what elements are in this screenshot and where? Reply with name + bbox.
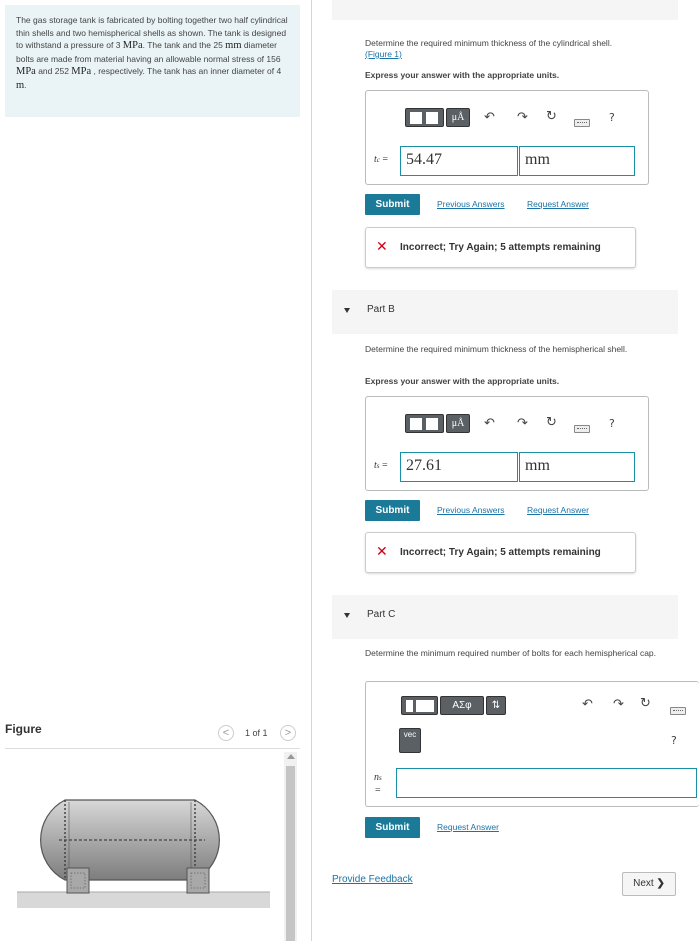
keyboard-icon[interactable]: [574, 119, 590, 127]
provide-feedback-link[interactable]: Provide Feedback: [332, 874, 413, 885]
part-c-header[interactable]: [332, 595, 678, 639]
part-a-answer-box: [365, 90, 649, 185]
part-b-express: Express your answer with the appropriate units.: [365, 376, 560, 386]
keyboard-icon[interactable]: [670, 707, 686, 715]
scroll-up-arrow-icon[interactable]: [287, 754, 295, 759]
incorrect-x-icon: ✕: [376, 239, 388, 255]
tank-support-right: [187, 868, 209, 893]
redo-icon[interactable]: ↷: [517, 416, 528, 431]
figure-page-indicator: 1 of 1: [245, 728, 268, 738]
part-c-submit-button[interactable]: Submit: [365, 817, 420, 838]
part-b-value-input[interactable]: 27.61: [400, 452, 518, 482]
help-icon[interactable]: ?: [671, 734, 677, 747]
figure-link[interactable]: (Figure 1): [365, 49, 402, 59]
tank-support-left: [67, 868, 89, 893]
redo-icon[interactable]: ↷: [517, 110, 528, 125]
tank-figure: [15, 780, 280, 915]
part-a-header[interactable]: [332, 0, 678, 20]
problem-statement: The gas storage tank is fabricated by bolting together two half cylindrical thin shells and two hemispherical shells as shown. The tank is designed to withstand a pressure of 3 MPa. The tank and the 25 mm diameter bolts are made from material having an allowable normal stress of 156 MPa and 252 MPa , respectively. The tank has an inner diameter of 4 m.: [5, 5, 300, 117]
figure-prev-button[interactable]: <: [218, 725, 234, 741]
collapse-arrow-icon: [344, 308, 350, 313]
part-b-submit-button[interactable]: Submit: [365, 500, 420, 521]
part-a-request-answer-link[interactable]: Request Answer: [527, 199, 589, 209]
part-a-title: [367, 0, 394, 1]
part-b-request-answer-link[interactable]: Request Answer: [527, 505, 589, 515]
next-button[interactable]: Next ❯: [622, 872, 676, 896]
figure-separator: [5, 748, 300, 749]
templates-button[interactable]: [405, 414, 444, 433]
part-a-value-input[interactable]: 54.47: [400, 146, 518, 176]
part-a-express: Express your answer with the appropriate units.: [365, 70, 560, 80]
part-a-previous-answers-link[interactable]: Previous Answers: [437, 199, 505, 209]
reset-icon[interactable]: ↻: [640, 696, 651, 711]
part-b-unit-input[interactable]: mm: [519, 452, 635, 482]
collapse-arrow-icon: [344, 613, 350, 618]
part-b-feedback-text: Incorrect; Try Again; 5 attempts remaining: [400, 547, 601, 558]
part-c-equals: =: [375, 785, 381, 796]
part-c-variable-label: ns: [374, 772, 382, 783]
help-icon[interactable]: ?: [609, 111, 615, 124]
ground: [17, 892, 270, 908]
redo-icon[interactable]: ↷: [613, 697, 624, 712]
units-button[interactable]: μÅ: [446, 414, 470, 433]
reset-icon[interactable]: ↻: [546, 109, 557, 124]
figure-title: Figure: [5, 722, 42, 736]
help-icon[interactable]: ?: [609, 417, 615, 430]
chevron-right-icon: ❯: [656, 878, 665, 889]
keyboard-icon[interactable]: [574, 425, 590, 433]
part-c-title: Part C: [367, 609, 396, 620]
part-b-previous-answers-link[interactable]: Previous Answers: [437, 505, 505, 515]
part-a-submit-button[interactable]: Submit: [365, 194, 420, 215]
greek-symbols-button[interactable]: ΑΣφ: [440, 696, 484, 715]
part-b-header[interactable]: [332, 290, 678, 334]
scroll-thumb[interactable]: [286, 766, 295, 941]
part-a-feedback: [365, 227, 636, 268]
part-c-answer-box: [365, 681, 699, 807]
part-b-feedback: [365, 532, 636, 573]
part-a-question: Determine the required minimum thickness of the cylindrical shell.: [365, 38, 613, 48]
part-b-question: Determine the required minimum thickness of the hemispherical shell.: [365, 344, 628, 354]
part-a-feedback-text: Incorrect; Try Again; 5 attempts remaining: [400, 242, 601, 253]
part-b-title: Part B: [367, 304, 395, 315]
templates-button[interactable]: [405, 108, 444, 127]
part-a-unit-input[interactable]: mm: [519, 146, 635, 176]
panel-divider: [311, 0, 312, 941]
undo-icon[interactable]: ↶: [484, 110, 495, 125]
part-c-request-answer-link[interactable]: Request Answer: [437, 822, 499, 832]
part-a-variable-label: tc =: [374, 154, 389, 165]
undo-icon[interactable]: ↶: [484, 416, 495, 431]
incorrect-x-icon: ✕: [376, 544, 388, 560]
vector-button[interactable]: vec: [399, 728, 421, 753]
undo-icon[interactable]: ↶: [582, 697, 593, 712]
figure-next-button[interactable]: >: [280, 725, 296, 741]
sort-arrows-button[interactable]: ⇅: [486, 696, 506, 715]
reset-icon[interactable]: ↻: [546, 415, 557, 430]
units-button[interactable]: μÅ: [446, 108, 470, 127]
part-b-answer-box: [365, 396, 649, 491]
part-c-value-input[interactable]: [396, 768, 697, 798]
part-c-question: Determine the minimum required number of bolts for each hemispherical cap.: [365, 648, 657, 658]
templates-button[interactable]: [401, 696, 438, 715]
part-b-variable-label: ts =: [374, 460, 388, 471]
